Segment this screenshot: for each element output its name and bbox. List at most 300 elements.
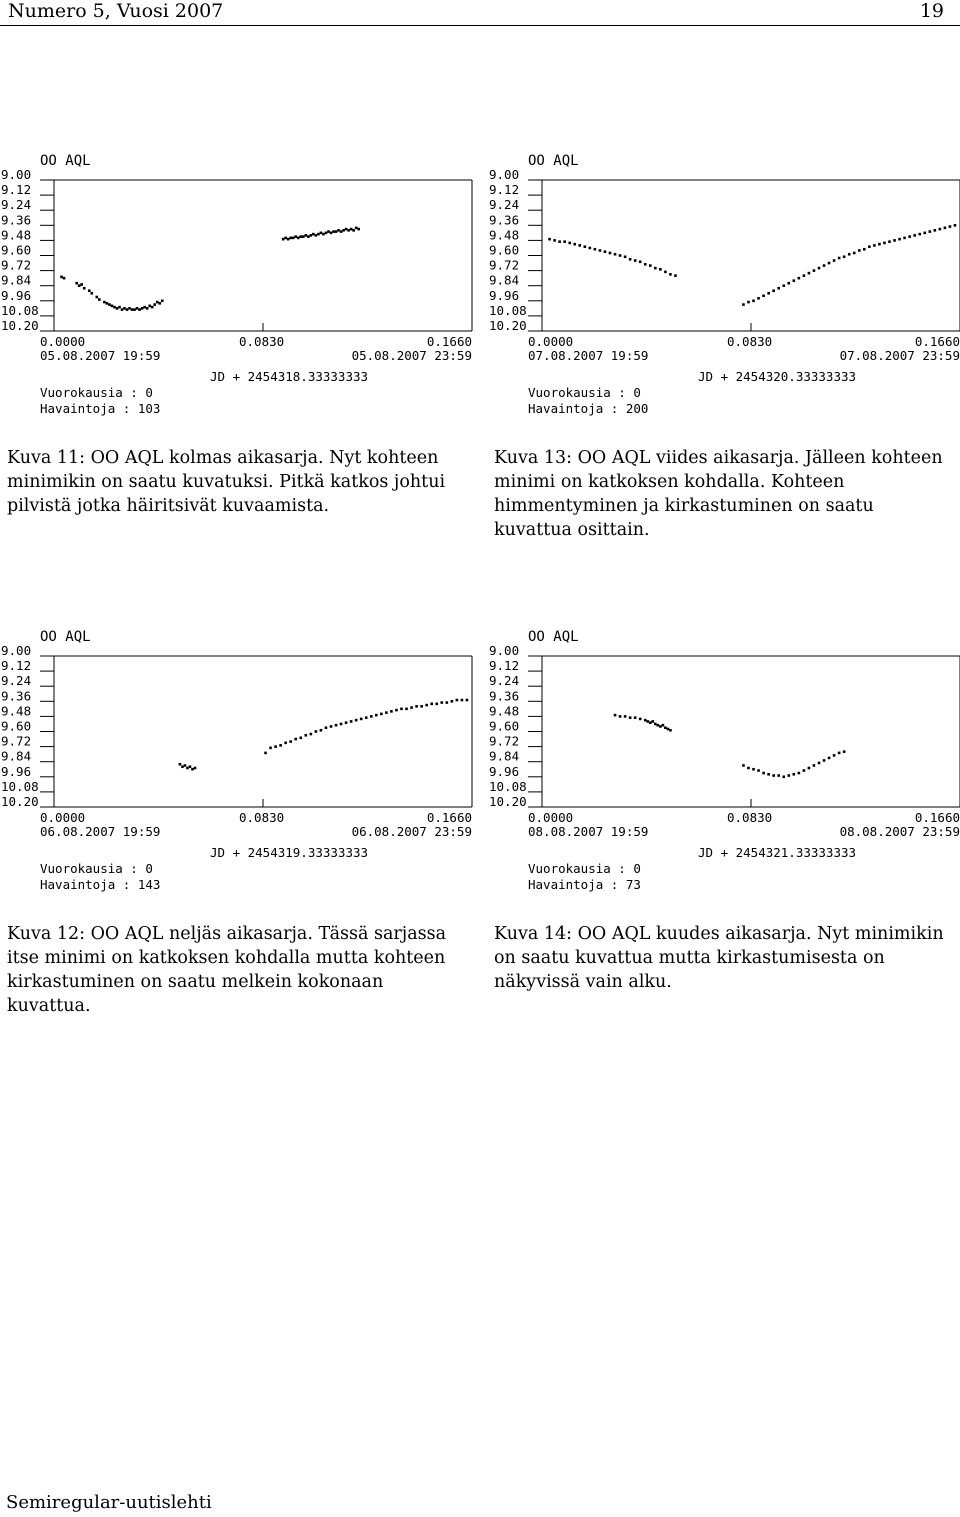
- x-tick-label: 0.0830: [239, 810, 285, 825]
- data-point: [294, 235, 297, 238]
- data-point: [315, 730, 318, 733]
- data-point: [793, 279, 796, 282]
- y-tick-label: 9.36: [489, 688, 520, 704]
- data-point: [456, 699, 459, 702]
- x-tick-label: 0.1660: [426, 810, 472, 825]
- x-tick-label: 0.0000: [40, 334, 86, 349]
- caption-fig13: Kuva 13: OO AQL viides aikasarja. Jälleen kohteen minimi on katkoksen kohdalla. Kohteen himmentyminen ja kirkastuminen on saatu kuvattua osittain.: [494, 448, 943, 540]
- y-tick-label: 9.12: [1, 182, 32, 198]
- data-point: [111, 305, 114, 308]
- data-point: [161, 300, 164, 303]
- y-tick-label: 9.36: [1, 212, 32, 228]
- data-point: [604, 250, 607, 253]
- data-point: [853, 252, 856, 255]
- data-point: [106, 302, 109, 305]
- data-point: [330, 232, 333, 235]
- data-point: [803, 769, 806, 772]
- data-point: [141, 307, 144, 310]
- data-point: [777, 287, 780, 290]
- start-date-label: 08.08.2007 19:59: [528, 824, 649, 839]
- data-point: [435, 703, 438, 706]
- y-tick-label: 9.12: [1, 658, 32, 674]
- data-point: [305, 234, 308, 237]
- start-date-label: 06.08.2007 19:59: [40, 824, 161, 839]
- data-point: [624, 255, 627, 258]
- data-point: [646, 720, 649, 723]
- data-point: [863, 248, 866, 251]
- data-point: [823, 264, 826, 267]
- y-tick-label: 9.60: [1, 718, 32, 734]
- data-point: [747, 767, 750, 770]
- running-header: Numero 5, Vuosi 2007: [8, 0, 224, 22]
- data-point: [194, 767, 197, 770]
- y-tick-label: 9.12: [489, 182, 520, 198]
- data-point: [395, 709, 398, 712]
- data-point: [347, 229, 350, 232]
- data-point: [808, 272, 811, 275]
- y-tick-label: 9.96: [489, 763, 520, 779]
- data-point: [335, 724, 338, 727]
- data-point: [302, 235, 305, 238]
- data-point: [954, 224, 957, 227]
- data-point: [828, 757, 831, 760]
- data-point: [928, 230, 931, 233]
- havaintoja-label: Havaintoja : 143: [40, 877, 161, 892]
- data-point: [742, 764, 745, 767]
- data-point: [415, 705, 418, 708]
- data-point: [350, 228, 353, 231]
- data-point: [282, 238, 285, 241]
- y-tick-label: 9.24: [1, 673, 32, 689]
- y-tick-label: 10.20: [489, 794, 527, 809]
- data-point: [292, 237, 295, 240]
- data-point: [108, 303, 111, 306]
- data-point: [589, 247, 592, 250]
- data-point: [669, 273, 672, 276]
- data-point: [332, 230, 335, 233]
- data-point: [782, 776, 785, 779]
- data-point: [63, 277, 66, 280]
- data-point: [305, 734, 308, 737]
- data-point: [893, 239, 896, 242]
- data-point: [158, 302, 161, 305]
- y-tick-label: 9.60: [489, 718, 520, 734]
- y-tick-label: 10.08: [1, 778, 39, 794]
- data-point: [833, 259, 836, 262]
- y-tick-label: 10.20: [489, 318, 527, 333]
- data-point: [78, 284, 81, 287]
- data-point: [578, 244, 581, 247]
- data-point: [599, 249, 602, 252]
- data-point: [80, 283, 83, 286]
- data-point: [848, 253, 851, 256]
- data-point: [425, 704, 428, 707]
- y-tick-label: 10.08: [489, 778, 527, 794]
- data-point: [322, 233, 325, 236]
- data-point: [128, 307, 131, 310]
- data-point: [624, 715, 627, 718]
- data-point: [405, 708, 408, 711]
- data-point: [573, 243, 576, 246]
- y-tick-label: 9.60: [1, 242, 32, 258]
- y-tick-label: 9.48: [1, 227, 32, 243]
- data-point: [342, 229, 345, 232]
- x-tick-label: 0.0000: [40, 810, 86, 825]
- chart-title: OO AQL: [40, 629, 91, 645]
- data-point: [289, 237, 292, 240]
- havaintoja-label: Havaintoja : 73: [528, 877, 641, 892]
- data-point: [96, 296, 99, 299]
- y-tick-label: 9.96: [1, 287, 32, 303]
- data-point: [340, 230, 343, 233]
- data-point: [410, 706, 413, 709]
- data-point: [186, 767, 189, 770]
- data-point: [320, 729, 323, 732]
- y-tick-label: 9.72: [1, 733, 32, 749]
- x-tick-label: 0.0830: [727, 334, 773, 349]
- data-point: [325, 232, 328, 235]
- data-point: [352, 229, 355, 232]
- y-tick-label: 9.00: [1, 167, 32, 182]
- y-tick-label: 9.84: [1, 748, 32, 764]
- data-point: [264, 752, 267, 755]
- data-point: [287, 238, 290, 241]
- end-date-label: 07.08.2007 23:59: [839, 348, 960, 363]
- data-point: [614, 714, 617, 717]
- data-point: [752, 300, 755, 303]
- data-point: [88, 289, 91, 292]
- data-point: [184, 764, 187, 767]
- x-tick-label: 0.0000: [528, 334, 574, 349]
- data-point: [629, 716, 632, 719]
- data-point: [181, 765, 184, 768]
- y-tick-label: 9.36: [1, 688, 32, 704]
- data-point: [136, 307, 139, 310]
- y-tick-label: 9.84: [489, 748, 520, 764]
- data-point: [330, 725, 333, 728]
- data-point: [664, 271, 667, 274]
- data-point: [619, 715, 622, 718]
- data-point: [60, 276, 63, 279]
- data-point: [649, 264, 652, 267]
- data-point: [83, 287, 86, 290]
- data-point: [297, 237, 300, 240]
- jd-label: JD + 2454321.33333333: [698, 845, 857, 860]
- data-point: [634, 716, 637, 719]
- data-point: [742, 303, 745, 306]
- data-point: [121, 308, 124, 311]
- y-tick-label: 9.00: [489, 643, 520, 658]
- y-tick-label: 9.72: [1, 257, 32, 273]
- caption-fig11: Kuva 11: OO AQL kolmas aikasarja. Nyt kohteen minimikin on saatu kuvatuksi. Pitkä katkos johtui pilvistä jotka häiritsivät kuvaamista.: [7, 448, 446, 516]
- data-point: [644, 719, 647, 722]
- data-point: [833, 754, 836, 757]
- data-point: [808, 767, 811, 770]
- data-point: [883, 242, 886, 245]
- data-point: [634, 259, 637, 262]
- end-date-label: 05.08.2007 23:59: [351, 348, 472, 363]
- data-point: [461, 699, 464, 702]
- data-point: [767, 773, 770, 776]
- data-point: [146, 307, 149, 310]
- data-point: [873, 244, 876, 247]
- data-point: [782, 284, 785, 287]
- y-tick-label: 9.24: [1, 197, 32, 213]
- data-point: [609, 252, 612, 255]
- data-point: [279, 744, 282, 747]
- data-point: [325, 726, 328, 729]
- data-point: [340, 723, 343, 726]
- data-point: [365, 716, 368, 719]
- data-point: [553, 239, 556, 242]
- data-point: [908, 235, 911, 238]
- data-point: [558, 240, 561, 243]
- x-tick-label: 0.1660: [426, 334, 472, 349]
- data-point: [151, 306, 154, 309]
- data-point: [337, 229, 340, 232]
- data-point: [568, 242, 571, 245]
- data-point: [787, 774, 790, 777]
- x-tick-label: 0.1660: [914, 334, 960, 349]
- x-tick-label: 0.0830: [727, 810, 773, 825]
- y-tick-label: 9.96: [1, 763, 32, 779]
- y-tick-label: 10.20: [1, 318, 39, 333]
- y-tick-label: 9.48: [1, 703, 32, 719]
- data-point: [747, 301, 750, 304]
- data-point: [818, 267, 821, 270]
- data-point: [757, 769, 760, 772]
- data-point: [923, 232, 926, 235]
- data-point: [123, 307, 126, 310]
- data-point: [843, 255, 846, 258]
- data-point: [98, 298, 101, 301]
- data-point: [669, 729, 672, 732]
- data-point: [654, 723, 657, 726]
- data-point: [793, 773, 796, 776]
- data-point: [116, 307, 119, 310]
- data-point: [310, 733, 313, 736]
- data-point: [667, 728, 670, 731]
- x-tick-label: 0.0830: [239, 334, 285, 349]
- data-point: [903, 237, 906, 240]
- data-point: [355, 227, 358, 230]
- vuorokausia-label: Vuorokausia : 0: [528, 861, 641, 876]
- end-date-label: 06.08.2007 23:59: [351, 824, 472, 839]
- y-tick-label: 9.84: [489, 272, 520, 288]
- data-point: [274, 745, 277, 748]
- data-point: [148, 305, 151, 308]
- chart-fig11: [0, 150, 480, 425]
- y-tick-label: 9.84: [1, 272, 32, 288]
- data-point: [639, 718, 642, 721]
- data-point: [284, 237, 287, 240]
- vuorokausia-label: Vuorokausia : 0: [528, 385, 641, 400]
- data-point: [430, 703, 433, 706]
- vuorokausia-label: Vuorokausia : 0: [40, 861, 153, 876]
- data-point: [126, 308, 129, 311]
- data-point: [813, 764, 816, 767]
- data-point: [317, 233, 320, 236]
- chart-fig14: [488, 626, 960, 901]
- data-point: [644, 263, 647, 266]
- vuorokausia-label: Vuorokausia : 0: [40, 385, 153, 400]
- chart-title: OO AQL: [40, 153, 91, 169]
- caption-fig14: Kuva 14: OO AQL kuudes aikasarja. Nyt minimikin on saatu kuvattua mutta kirkastumisesta on näkyvissä vain alku.: [494, 924, 944, 992]
- data-point: [868, 245, 871, 248]
- data-point: [584, 245, 587, 248]
- y-tick-label: 9.96: [489, 287, 520, 303]
- data-point: [420, 705, 423, 708]
- data-point: [944, 227, 947, 230]
- data-point: [818, 762, 821, 765]
- y-tick-label: 9.48: [489, 703, 520, 719]
- data-point: [360, 718, 363, 721]
- data-point: [307, 235, 310, 238]
- data-point: [664, 726, 667, 729]
- y-tick-label: 9.36: [489, 212, 520, 228]
- data-point: [649, 721, 652, 724]
- start-date-label: 07.08.2007 19:59: [528, 348, 649, 363]
- data-point: [798, 277, 801, 280]
- data-point: [767, 292, 770, 295]
- data-point: [350, 720, 353, 723]
- data-point: [299, 235, 302, 238]
- data-point: [629, 258, 632, 261]
- y-tick-label: 9.72: [489, 257, 520, 273]
- page-number: 19: [919, 0, 944, 22]
- data-point: [90, 292, 93, 295]
- data-point: [949, 225, 952, 228]
- data-point: [294, 738, 297, 741]
- data-point: [858, 249, 861, 252]
- data-point: [762, 294, 765, 297]
- data-point: [772, 289, 775, 292]
- data-point: [939, 228, 942, 231]
- data-point: [798, 772, 801, 775]
- data-point: [189, 765, 192, 768]
- y-tick-label: 9.60: [489, 242, 520, 258]
- y-tick-label: 9.00: [1, 643, 32, 658]
- data-point: [269, 747, 272, 750]
- data-point: [657, 724, 660, 727]
- data-point: [662, 724, 665, 727]
- data-point: [370, 715, 373, 718]
- data-point: [312, 233, 315, 236]
- data-point: [299, 736, 302, 739]
- data-point: [375, 714, 378, 717]
- data-point: [878, 243, 881, 246]
- data-point: [400, 708, 403, 711]
- y-tick-label: 10.08: [489, 302, 527, 318]
- chart-fig12: [0, 626, 480, 901]
- y-tick-label: 9.24: [489, 197, 520, 213]
- data-point: [918, 233, 921, 236]
- footer-journal: Semiregular-uutislehti: [6, 1492, 212, 1513]
- data-point: [838, 752, 841, 755]
- data-point: [772, 774, 775, 777]
- caption-fig12: Kuva 12: OO AQL neljäs aikasarja. Tässä sarjassa itse minimi on katkoksen kohdalla mutta kohteen kirkastuminen on saatu melkein kokonaan kuvattua.: [7, 924, 447, 1016]
- data-point: [284, 742, 287, 745]
- data-point: [131, 308, 134, 311]
- data-point: [327, 230, 330, 233]
- data-point: [659, 268, 662, 271]
- x-tick-label: 0.1660: [914, 810, 960, 825]
- data-point: [594, 248, 597, 251]
- data-point: [103, 301, 106, 304]
- data-point: [787, 282, 790, 285]
- data-point: [143, 306, 146, 309]
- data-point: [619, 254, 622, 257]
- data-point: [390, 710, 393, 713]
- jd-label: JD + 2454318.33333333: [210, 369, 369, 384]
- y-tick-label: 9.72: [489, 733, 520, 749]
- data-point: [843, 750, 846, 753]
- data-point: [345, 228, 348, 231]
- data-point: [153, 303, 156, 306]
- data-point: [310, 234, 313, 237]
- data-point: [823, 759, 826, 762]
- data-point: [385, 711, 388, 714]
- data-point: [179, 763, 182, 766]
- data-point: [75, 282, 78, 285]
- data-point: [888, 240, 891, 243]
- data-point: [913, 234, 916, 237]
- data-point: [335, 230, 338, 233]
- data-point: [659, 725, 662, 728]
- havaintoja-label: Havaintoja : 103: [40, 401, 161, 416]
- data-point: [440, 701, 443, 704]
- y-tick-label: 9.24: [489, 673, 520, 689]
- start-date-label: 05.08.2007 19:59: [40, 348, 161, 363]
- data-point: [934, 229, 937, 232]
- data-point: [466, 699, 469, 702]
- data-point: [345, 721, 348, 724]
- data-point: [355, 719, 358, 722]
- jd-label: JD + 2454319.33333333: [210, 845, 369, 860]
- data-point: [451, 700, 454, 703]
- jd-label: JD + 2454320.33333333: [698, 369, 857, 384]
- havaintoja-label: Havaintoja : 200: [528, 401, 649, 416]
- data-point: [639, 260, 642, 263]
- data-point: [563, 240, 566, 243]
- data-point: [651, 720, 654, 723]
- data-point: [614, 253, 617, 256]
- data-point: [446, 701, 449, 704]
- end-date-label: 08.08.2007 23:59: [839, 824, 960, 839]
- data-point: [654, 267, 657, 270]
- data-point: [803, 274, 806, 277]
- y-tick-label: 9.12: [489, 658, 520, 674]
- data-point: [118, 306, 121, 309]
- chart-title: OO AQL: [528, 629, 579, 645]
- data-point: [133, 308, 136, 311]
- data-point: [380, 713, 383, 716]
- data-point: [289, 740, 292, 743]
- data-point: [113, 306, 116, 309]
- data-point: [357, 228, 360, 231]
- data-point: [320, 232, 323, 235]
- y-tick-label: 9.00: [489, 167, 520, 182]
- y-tick-label: 9.48: [489, 227, 520, 243]
- data-point: [191, 768, 194, 771]
- data-point: [138, 308, 141, 311]
- data-point: [548, 238, 551, 241]
- chart-fig13: [488, 150, 960, 425]
- data-point: [838, 257, 841, 260]
- data-point: [898, 238, 901, 241]
- data-point: [813, 269, 816, 272]
- data-point: [315, 234, 318, 237]
